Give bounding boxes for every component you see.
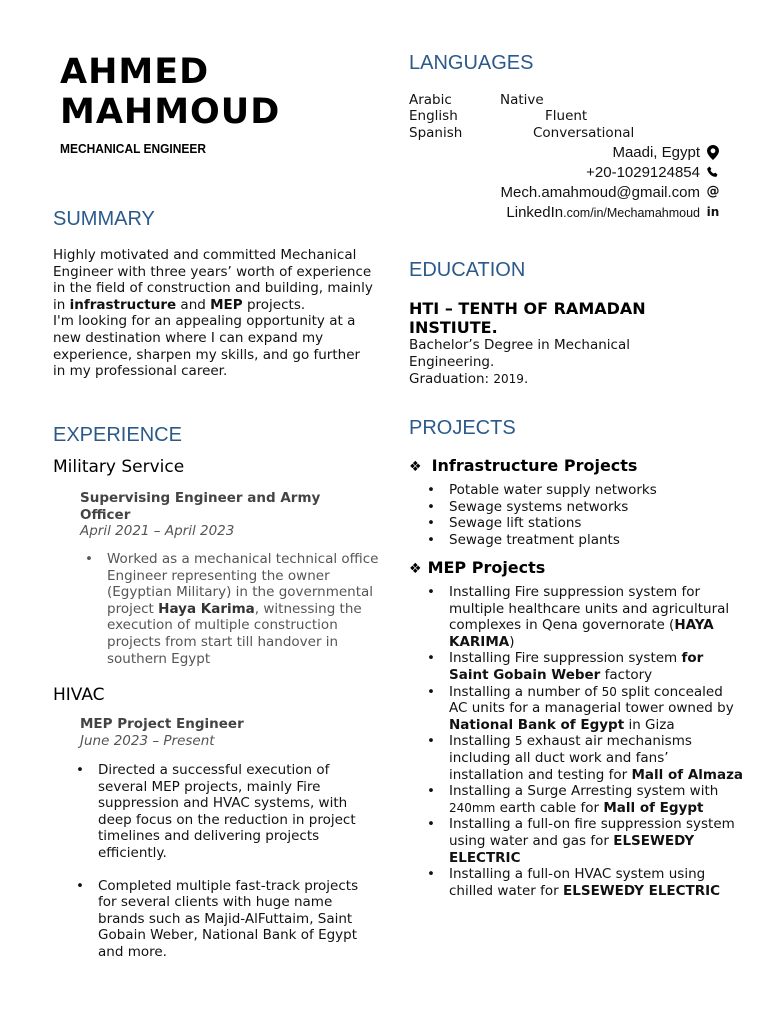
list-item: [449, 783, 744, 816]
graduation: [409, 371, 528, 388]
item-text-end: ): [509, 633, 515, 650]
item-bold: for Saint Gobain Weber: [449, 650, 704, 683]
location-pin-icon: [706, 145, 720, 164]
graduation-label: Graduation:: [409, 371, 494, 387]
bullet-text-end: , witnessing the execution of multiple construction projects from start till handover in southern Egypt: [107, 600, 362, 667]
summary-bold-mep: MEP: [210, 296, 243, 313]
education-heading: EDUCATION: [409, 259, 526, 281]
degree: Bachelor’s Degree in Mechanical Engineering.: [409, 337, 630, 370]
item-text: Installing a number of: [449, 683, 602, 700]
email-link[interactable]: Mech.amahmoud@gmail.com: [500, 184, 700, 201]
mep-list: [449, 584, 744, 899]
job-org-military: Military Service: [53, 457, 185, 477]
item-text: Installing Fire suppression system for multiple healthcare units and agricultural complexes in Qena governorate (: [449, 584, 730, 634]
school-name: HTI – TENTH OF RAMADAN INSTIUTE.: [409, 299, 646, 337]
item-number: 240mm: [449, 800, 496, 815]
item-bold: Mall of Almaza: [631, 766, 744, 783]
mep-projects-title: [409, 558, 545, 577]
item-text-end: in Giza: [624, 716, 675, 733]
summary-p2: I'm looking for an appealing opportunity at a new destination where I can expand my experience, sharpen my skills, and go further in my professional career.: [53, 313, 361, 380]
summary-p1-end: projects.: [242, 296, 306, 313]
languages-heading: LANGUAGES: [409, 52, 534, 74]
item-number: 50: [601, 684, 617, 699]
linkedin-label: LinkedIn: [506, 204, 564, 221]
language-name: Spanish: [409, 125, 463, 141]
list-item: [449, 684, 744, 734]
job-role-hivac: MEP Project Engineer: [80, 716, 244, 732]
list-item: [449, 866, 744, 899]
summary-p1: Highly motivated and committed Mechanical Engineer with three years’ worth of experience in the field of construction and building, mainly in: [53, 247, 373, 313]
list-item: [449, 650, 744, 683]
contact-phone: +20-1029124854: [586, 164, 700, 181]
job-date-military: April 2021 – April 2023: [80, 523, 235, 539]
list-item: • Sewage lift stations: [449, 515, 729, 532]
language-row: [409, 92, 452, 109]
item-text: Installing a full-on HVAC system using chilled water for: [449, 866, 706, 899]
list-item: [449, 816, 744, 866]
list-item: • Sewage treatment plants: [449, 532, 729, 549]
list-item: • Sewage systems networks: [449, 499, 729, 516]
item-text: Installing: [449, 733, 515, 750]
infrastructure-projects-title: [409, 456, 637, 475]
list-item: • Completed multiple fast-track projects for several clients with huge name brands such as Majid-AlFuttaim, Saint Gobain Weber, National Bank of Egypt and more.: [98, 878, 370, 961]
item-text-end: factory: [600, 666, 653, 683]
contact-location: Maadi, Egypt: [612, 144, 700, 161]
contact-linkedin[interactable]: [506, 203, 700, 223]
experience-heading: EXPERIENCE: [53, 424, 182, 446]
candidate-name: [60, 52, 280, 132]
job-bullets-hivac: [98, 762, 370, 961]
language-name: English: [409, 108, 458, 124]
linkedin-url[interactable]: .com/in/Mechamahmoud: [563, 206, 700, 220]
item-bold: HAYA KARIMA: [449, 617, 714, 650]
job-org-hivac: HIVAC: [53, 685, 105, 705]
item-text-mid: earth cable for: [495, 799, 604, 816]
item-number: 5: [514, 734, 523, 749]
diamond-bullet-icon: ❖: [409, 561, 422, 577]
item-text: Installing Fire suppression system: [449, 650, 682, 667]
language-level: Conversational: [533, 125, 635, 141]
mep-title-text: MEP Projects: [427, 558, 546, 577]
item-bold: Mall of Egypt: [603, 799, 704, 816]
summary-heading: SUMMARY: [53, 208, 155, 230]
name-line-2: MAHMOUD: [60, 92, 281, 132]
summary-text: [53, 247, 373, 380]
bullet-bold: Haya Karima: [158, 600, 255, 617]
summary-bold-infrastructure: infrastructure: [69, 296, 177, 313]
infrastructure-list: [449, 482, 729, 548]
item-text: Installing a full-on fire suppression system using water and gas for: [449, 816, 735, 849]
infrastructure-title-text: Infrastructure Projects: [431, 456, 638, 475]
list-item: • Directed a successful execution of several MEP projects, mainly Fire suppression and HVAC systems, with deep focus on the reduction in project timelines and delivering projects efficiently.: [98, 762, 370, 862]
name-line-1: AHMED: [60, 52, 210, 92]
list-item: [449, 733, 744, 783]
projects-heading: PROJECTS: [409, 417, 516, 439]
phone-icon: [706, 166, 720, 182]
bullet-text: Worked as a mechanical technical office Engineer representing the owner (Egyptian Military) in the governmental project: [107, 551, 379, 617]
item-bold: National Bank of Egypt: [449, 716, 625, 733]
job-title: MECHANICAL ENGINEER: [60, 141, 206, 156]
item-bold: ELSEWEDY ELECTRIC: [449, 832, 695, 866]
item-bold: ELSEWEDY ELECTRIC: [563, 882, 721, 899]
diamond-bullet-icon: ❖: [409, 459, 422, 475]
job-date-hivac: June 2023 – Present: [80, 733, 215, 749]
graduation-end: .: [523, 371, 529, 387]
contact-email[interactable]: [501, 183, 700, 203]
job-role-military: Supervising Engineer and Army Officer: [80, 490, 321, 523]
job-bullets-military: [107, 551, 389, 667]
list-item: [449, 584, 744, 650]
item-text-mid: split concealed AC units for a managerial tower owned by: [449, 683, 734, 717]
at-icon: @: [706, 184, 720, 199]
item-text-mid: exhaust air mechanisms including all duct work and fans’ installation and testing for: [449, 733, 692, 783]
list-item: [107, 551, 389, 667]
summary-and: and: [176, 296, 211, 313]
language-level: Fluent: [545, 108, 588, 124]
item-text: Installing a Surge Arresting system with: [449, 783, 719, 800]
graduation-year: 2019: [493, 372, 524, 386]
linkedin-icon: in: [706, 205, 720, 219]
list-item: • Potable water supply networks: [449, 482, 729, 499]
language-name: Arabic: [409, 92, 452, 108]
language-level: Native: [500, 92, 544, 108]
